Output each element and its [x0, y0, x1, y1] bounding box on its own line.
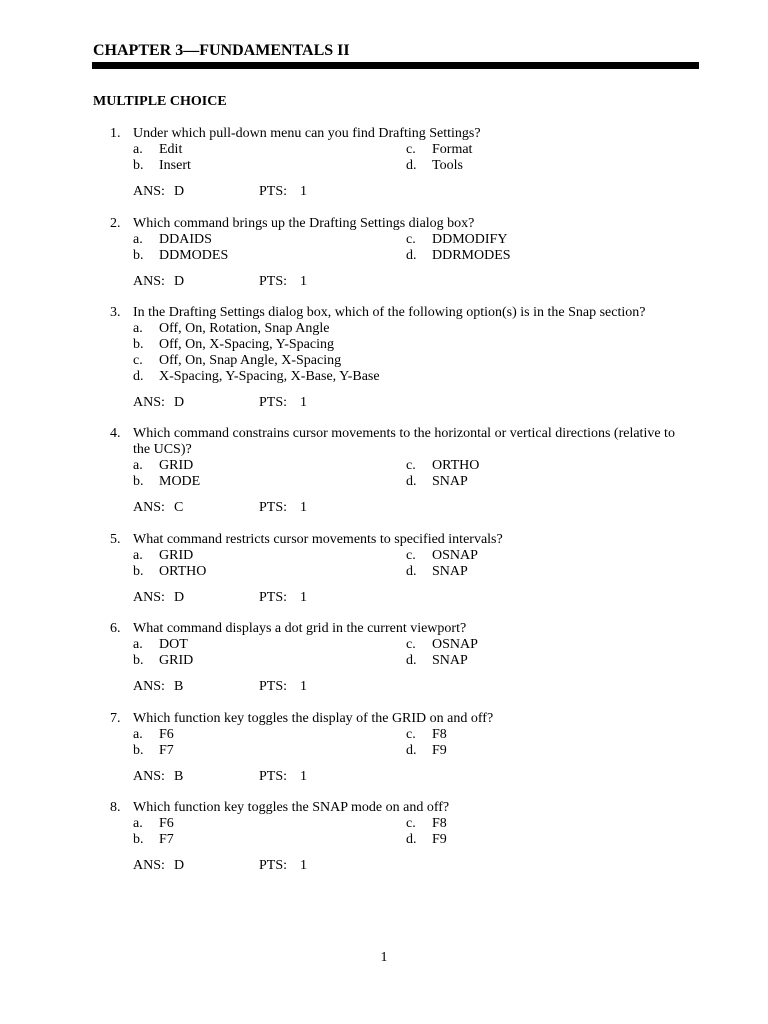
question-stem: Which function key toggles the display of the GRID on and off?: [133, 711, 494, 726]
answer-value: B: [174, 769, 184, 784]
option-text: F8: [432, 816, 447, 831]
question-stem: What command displays a dot grid in the current viewport?: [133, 621, 467, 636]
option-text: GRID: [159, 548, 194, 563]
question-number: 6.: [110, 621, 121, 636]
option-letter: b.: [133, 337, 144, 352]
option-text: OSNAP: [432, 548, 478, 563]
option-text: F8: [432, 727, 447, 742]
option-letter: d.: [406, 653, 417, 668]
option-text: Edit: [159, 142, 183, 157]
question-stem: What command restricts cursor movements to specified intervals?: [133, 532, 503, 547]
question-stem: Which command brings up the Drafting Settings dialog box?: [133, 216, 475, 231]
answer-value: D: [174, 184, 185, 199]
option-letter: d.: [406, 832, 417, 847]
option-text: Format: [432, 142, 473, 157]
question-stem: Which command constrains cursor movements to the horizontal or vertical directions (relative to the UCS)?: [133, 426, 675, 457]
option-letter: b.: [133, 743, 144, 758]
question-number: 3.: [110, 305, 121, 320]
option-letter: a.: [133, 458, 143, 473]
answer-value: D: [174, 274, 185, 289]
option-letter: b.: [133, 564, 144, 579]
option-text: SNAP: [432, 564, 468, 579]
option-text: DDMODIFY: [432, 232, 508, 247]
question-item: [0, 216, 768, 289]
chapter-title: CHAPTER 3—FUNDAMENTALS II: [93, 42, 350, 59]
question-number: 1.: [110, 126, 121, 141]
question-item: [0, 305, 768, 409]
option-letter: a.: [133, 142, 143, 157]
answer-label: ANS:: [133, 858, 165, 873]
option-text: Off, On, Rotation, Snap Angle: [159, 321, 330, 336]
question-stem: Which function key toggles the SNAP mode on and off?: [133, 800, 450, 815]
points-label: PTS:: [259, 590, 288, 605]
option-letter: d.: [406, 248, 417, 263]
option-letter: a.: [133, 321, 143, 336]
answer-label: ANS:: [133, 590, 165, 605]
option-letter: c.: [406, 637, 416, 652]
answer-label: ANS:: [133, 500, 165, 515]
points-label: PTS:: [259, 858, 288, 873]
points-value: 1: [300, 274, 307, 289]
option-letter: d.: [406, 564, 417, 579]
question-number: 8.: [110, 800, 121, 815]
answer-label: ANS:: [133, 679, 165, 694]
option-text: OSNAP: [432, 637, 478, 652]
answer-value: D: [174, 858, 185, 873]
points-value: 1: [300, 858, 307, 873]
option-text: MODE: [159, 474, 201, 489]
option-letter: d.: [133, 369, 144, 384]
answer-value: D: [174, 395, 185, 410]
option-letter: b.: [133, 474, 144, 489]
option-letter: a.: [133, 637, 143, 652]
option-text: SNAP: [432, 653, 468, 668]
option-letter: d.: [406, 474, 417, 489]
option-text: Off, On, Snap Angle, X-Spacing: [159, 353, 342, 368]
option-text: DOT: [159, 637, 188, 652]
option-letter: b.: [133, 653, 144, 668]
option-text: F6: [159, 816, 174, 831]
points-label: PTS:: [259, 184, 288, 199]
answer-label: ANS:: [133, 274, 165, 289]
answer-label: ANS:: [133, 184, 165, 199]
question-number: 5.: [110, 532, 121, 547]
option-letter: a.: [133, 232, 143, 247]
option-text: ORTHO: [159, 564, 207, 579]
option-letter: a.: [133, 548, 143, 563]
points-value: 1: [300, 590, 307, 605]
option-letter: c.: [406, 142, 416, 157]
section-heading: MULTIPLE CHOICE: [93, 94, 227, 109]
option-text: F7: [159, 832, 174, 847]
option-text: SNAP: [432, 474, 468, 489]
option-letter: c.: [406, 458, 416, 473]
option-text: Off, On, X-Spacing, Y-Spacing: [159, 337, 334, 352]
option-text: F6: [159, 727, 174, 742]
points-label: PTS:: [259, 274, 288, 289]
question-item: [0, 621, 768, 694]
option-text: F9: [432, 743, 447, 758]
option-text: Insert: [159, 158, 191, 173]
points-value: 1: [300, 184, 307, 199]
option-text: F7: [159, 743, 174, 758]
option-text: X-Spacing, Y-Spacing, X-Base, Y-Base: [159, 369, 380, 384]
option-text: DDAIDS: [159, 232, 212, 247]
option-letter: b.: [133, 248, 144, 263]
answer-label: ANS:: [133, 769, 165, 784]
points-label: PTS:: [259, 395, 288, 410]
option-letter: c.: [406, 548, 416, 563]
question-item: [0, 426, 768, 516]
option-letter: c.: [406, 232, 416, 247]
heading-rule: [92, 62, 699, 69]
points-label: PTS:: [259, 679, 288, 694]
option-letter: a.: [133, 816, 143, 831]
option-text: GRID: [159, 653, 194, 668]
answer-value: D: [174, 590, 185, 605]
option-letter: a.: [133, 727, 143, 742]
question-number: 4.: [110, 426, 121, 441]
option-letter: c.: [406, 816, 416, 831]
option-letter: d.: [406, 158, 417, 173]
option-text: DDMODES: [159, 248, 229, 263]
question-item: [0, 532, 768, 605]
option-text: GRID: [159, 458, 194, 473]
question-number: 2.: [110, 216, 121, 231]
points-label: PTS:: [259, 769, 288, 784]
points-value: 1: [300, 395, 307, 410]
question-item: [0, 711, 768, 784]
answer-label: ANS:: [133, 395, 165, 410]
option-letter: b.: [133, 832, 144, 847]
option-text: Tools: [432, 158, 463, 173]
question-item: [0, 126, 768, 199]
points-value: 1: [300, 769, 307, 784]
points-value: 1: [300, 500, 307, 515]
option-text: DDRMODES: [432, 248, 511, 263]
page-number: 1: [380, 950, 388, 965]
question-stem: Under which pull-down menu can you find Drafting Settings?: [133, 126, 481, 141]
answer-value: B: [174, 679, 184, 694]
option-letter: b.: [133, 158, 144, 173]
option-letter: d.: [406, 743, 417, 758]
question-stem: In the Drafting Settings dialog box, which of the following option(s) is in the Snap section?: [133, 305, 646, 320]
option-text: ORTHO: [432, 458, 480, 473]
answer-value: C: [174, 500, 184, 515]
option-letter: c.: [406, 727, 416, 742]
option-text: F9: [432, 832, 447, 847]
question-number: 7.: [110, 711, 121, 726]
option-letter: c.: [133, 353, 143, 368]
points-label: PTS:: [259, 500, 288, 515]
points-value: 1: [300, 679, 307, 694]
question-item: [0, 800, 768, 873]
